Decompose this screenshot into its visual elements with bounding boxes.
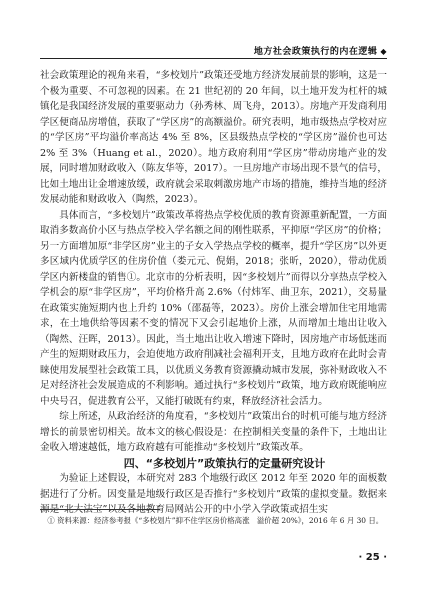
paragraph-2: 具体而言，“多校划片”政策改革将热点学校优质的教育资源重新配置，一方面取消多数高价小区与热点学校入学名额之间的刚性联系，平抑原“学区房”的价格；另一方面增加原“非学区房”业主的子女入学热点学校的概率，提升“学区房”以外更多区域内优质学区的住房价值（娄元元、倪娟，2018；张昕，2020），带动优质学区内新楼盘的销售①。北京市的分析表明，因“多校划片”而得以分享热点学校入学机会的原“非学区房”，平均价格升高 2.6%（付炜军、曲卫东，2021），交易量在政策实施短期内也上升约 10%（邵磊等，2023）。房价上涨会增加住宅用地需求，在土地供给等因素不变的情况下又会引起地价上涨，从而增加土地出让收入（陶然、汪晖，2013）。因此，当土地出让收入增速下降时，因房地产市场低迷而产生的短期财政压力，会迫使地方政府削减社会福利开支，且地方政府在此时会青睐使用发展型社会政策工具，以优质义务教育资源撬动城市发展，弥补财政收入不足对经济社会发展造成的不利影响。通过执行“多校划片”政策，地方政府既能响应中央号召，促进教育公平，又能打破既有约束，释放经济社会活力。 (40, 209, 387, 407)
section-paragraph: 为验证上述假设，本研究对 283 个地级行政区 2012 年至 2020 年的面板数据进行了分析。因变量是地级行政区是否推行“多校划片”政策的虚拟变量。数据来源是“北大法宝”以及各地教育局网站公开的中小学入学政策或招生实 (40, 473, 387, 515)
paragraph-1: 社会政策理论的视角来看，“多校划片”政策还受地方经济发展前景的影响，这是一个极为重要、不可忽视的因素。在 21 世纪初的 20 年间，以土地开发为杠杆的城镇化是我国经济发展的重要驱动力（孙秀林、周飞舟，2013）。房地产开发商利用学区便商品房增值，获取了“学区房”的高额溢价。研究表明，地市级热点学校对应的“学区房”平均溢价率高达 4% 至 8%，区县级热点学校的“学区房”溢价也可达 2% 至 3%（Huang et al.，2020）。地方政府利用“学区房”带动房地产业的发展，同时增加财政收入（陈友华等，2017）。一旦房地产市场出现不景气的信号，比如土地出让金增速放缓，政府就会采取刺激房地产市场的措施，维持当地的经济发展动能和财政收入（陶然，2023）。 (40, 70, 387, 205)
footnote: ① 资料来源：经济参考报《“多校划片”抑不住学区房价格高涨 溢价超 20%》，2016 年 6 月 30 日。 (47, 516, 384, 525)
running-head-ornament: ◆ (380, 46, 387, 56)
running-head-title: 地方社会政策执行的内在逻辑 (253, 47, 378, 57)
main-text (40, 68, 387, 518)
running-head (254, 44, 387, 57)
section-heading: 四、“多校划片”政策执行的定量研究设计 (123, 456, 326, 470)
footnote-rule (40, 509, 160, 510)
paragraph-3: 综上所述，从政治经济的角度看，“多校划片”政策出台的时机可能与地方经济增长的前景密切相关。故本文的核心假设是：在控制相关变量的条件下，土地出让金收入增速越低，地方政府越有可能推动“多校划片”政策改革。 (40, 411, 387, 453)
header-rule (40, 58, 387, 59)
page-number: · 25 · (358, 552, 387, 563)
